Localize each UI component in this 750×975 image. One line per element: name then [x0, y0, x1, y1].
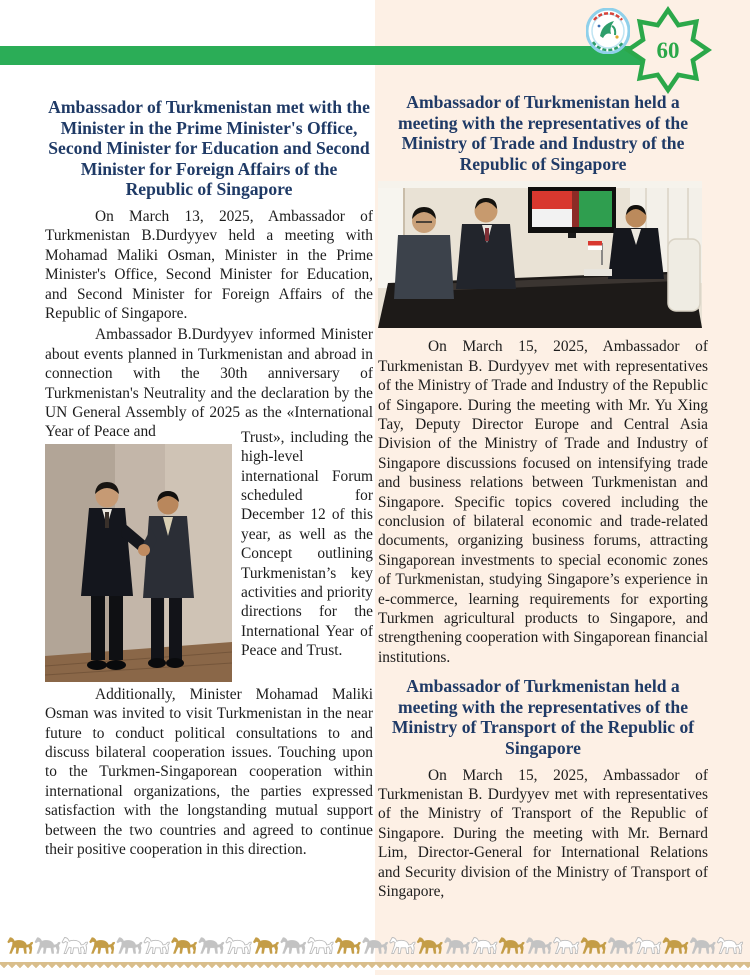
handshake-photo — [45, 444, 232, 682]
horse-pattern-border — [0, 933, 750, 970]
horse-icon — [690, 938, 715, 954]
horse-icon — [472, 938, 497, 954]
page-number: 60 — [656, 38, 680, 63]
horse-icon — [335, 938, 360, 954]
horse-icon — [89, 938, 114, 954]
horse-icon — [35, 938, 60, 954]
horse-icon — [717, 938, 742, 954]
photo-and-wrap-text — [45, 428, 373, 682]
left-article-paragraph-3: Additionally, Minister Mohamad Maliki Osman was invited to visit Turkmenistan in the near future to conduct political consultations to and discuss bilateral cooperation issues. Touching upon to the Turkmen-Singaporean cooperation within international organizations, the parties expressed satisfaction with the longstanding mutual support between the two countries and agreed to continue their positive cooperation in this direction. — [45, 685, 373, 859]
horse-icon — [417, 938, 442, 954]
horse-icon — [608, 938, 633, 954]
horse-row — [0, 933, 750, 957]
left-article-paragraph-2b: Trust», including the high-level international Forum scheduled for December 12 of this year, as well as the Concept outlining Turkmenistan’s key activities and priority directions for the International Year of Peace and Trust. — [241, 428, 373, 660]
left-article-paragraph-1: On March 13, 2025, Ambassador of Turkmenistan B.Durdyyev held a meeting with Mohamad Maliki Osman, Minister in the Prime Minister's Office, Second Minister for Education, and Second Minister for Foreign Affairs of the Republic of Singapore. — [45, 207, 373, 322]
horse-icon — [62, 938, 87, 954]
horse-icon — [199, 938, 224, 954]
horse-icon — [171, 938, 196, 954]
horse-icon — [117, 938, 142, 954]
right-article-paragraph-2: On March 15, 2025, Ambassador of Turkmenistan B. Durdyyev met with representatives of the Ministry of Transport of the Republic of Singapore. During the meeting with Mr. Bernard Lim, Director-General for International Relations and Security division of the Ministry of Transport of Singapore, — [378, 766, 708, 900]
horse-icon — [8, 938, 33, 954]
horse-icon — [308, 938, 333, 954]
left-article-column — [45, 97, 373, 861]
horse-icon — [444, 938, 469, 954]
meeting-photo — [378, 181, 702, 328]
horse-icon — [635, 938, 660, 954]
page-number-badge — [624, 6, 712, 94]
left-article-headline: Ambassador of Turkmenistan met with the Minister in the Prime Minister's Office, Second Minister for Education and Second Minister for Foreign Affairs of the Republic of Singapore — [48, 97, 370, 200]
horse-icon — [554, 938, 579, 954]
horse-icon — [663, 938, 688, 954]
horse-icon — [253, 938, 278, 954]
right-article-headline-1: Ambassador of Turkmenistan held a meeting with the representatives of the Ministry of Trade and Industry of the Republic of Singapore — [397, 92, 689, 174]
right-article-column — [378, 92, 708, 903]
left-article-paragraph-2a: Ambassador B.Durdyyev informed Minister about events planned in Turkmenistan and abroad in connection with the 30th anniversary of Turkmenistan's Neutrality and the declaration by the UN General Assembly of 2025 as the «International Year of Peace and — [45, 326, 373, 441]
horse-icon — [144, 938, 169, 954]
horse-icon — [499, 938, 524, 954]
horse-icon — [526, 938, 551, 954]
horse-icon — [362, 938, 387, 954]
right-article-paragraph-1: On March 15, 2025, Ambassador of Turkmenistan B. Durdyyev met with representatives of the Ministry of Trade and Industry of the Republic of Singapore. During the meeting with Mr. Yu Xing Tay, Deputy Director Europe and Central Asia Division of the Ministry of Trade and Industry of Singapore discussions focused on intensifying trade and business relations between Turkmenistan and Singapore. Specific topics covered including the conclusion of bilateral economic and trade-related documents, organizing business forums, attracting Singaporean investments to special economic zones of Turkmenistan, studying Singapore’s experience in e-commerce, learning requirements for exporting Turkmen agricultural products to Singapore, and strengthening cooperation with Singaporean financial institutions. — [378, 338, 708, 666]
zigzag-pattern — [0, 962, 750, 970]
horse-icon — [281, 938, 306, 954]
horse-icon — [581, 938, 606, 954]
right-article-headline-2: Ambassador of Turkmenistan held a meeting with the representatives of the Ministry of Transport of the Republic of Singapore — [391, 676, 695, 758]
horse-icon — [226, 938, 251, 954]
horse-icon — [390, 938, 415, 954]
header-green-bar — [0, 46, 641, 65]
